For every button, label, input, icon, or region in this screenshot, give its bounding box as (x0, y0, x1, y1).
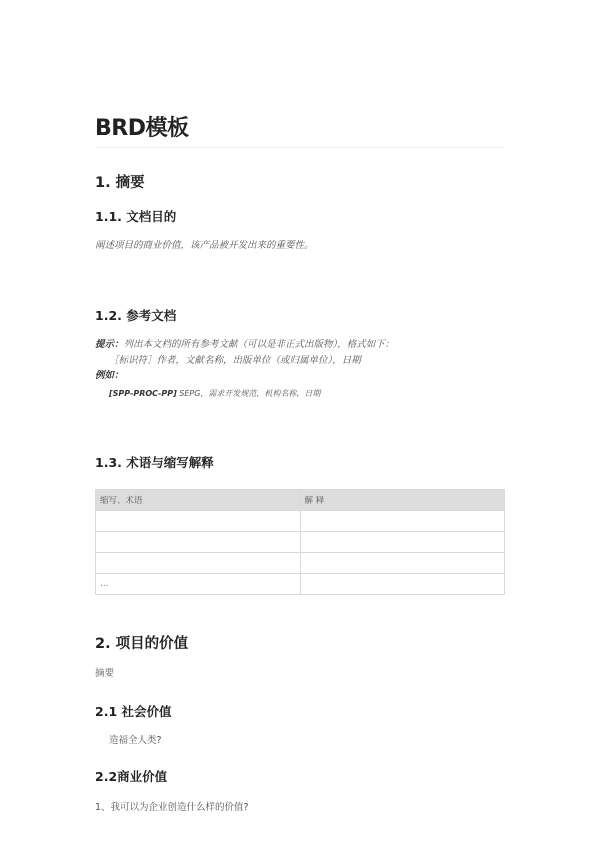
example-label (95, 369, 124, 383)
section-2-2-heading: 2.2商业价值 (95, 769, 168, 784)
table-header-row (96, 490, 505, 511)
table-cell (96, 532, 301, 553)
table-row (96, 532, 505, 553)
example-text: SEPG，需求开发规范，机构名称，日期 (176, 389, 321, 398)
section-1-2-heading: 1.2. 参考文档 (95, 308, 177, 323)
table-row (96, 553, 505, 574)
section-1-3-heading: 1.3. 术语与缩写解释 (95, 455, 214, 470)
table-header-explanation: 解 释 (300, 490, 505, 511)
document-title: BRD模板 (95, 116, 189, 141)
title-divider (95, 147, 505, 148)
section-1-1-heading: 1.1. 文档目的 (95, 209, 177, 224)
section-2-1-heading: 2.1 社会价值 (95, 704, 172, 719)
table-cell: … (96, 574, 301, 595)
section-2-1-body: 造福全人类? (109, 735, 162, 746)
table-cell (96, 553, 301, 574)
table-cell (96, 511, 301, 532)
terms-table (95, 489, 505, 595)
reference-example (109, 387, 320, 401)
section-2-heading: 2. 项目的价值 (95, 636, 189, 652)
table-header-term: 缩写、术语 (96, 490, 301, 511)
table-cell (300, 511, 505, 532)
reference-format-line: ［标识符］作者，文献名称，出版单位（或归属单位），日期 (109, 355, 361, 366)
table-cell (300, 574, 505, 595)
table-row (96, 574, 505, 595)
section-1-heading: 1. 摘要 (95, 175, 145, 191)
example-identifier: [SPP-PROC-PP] (109, 389, 177, 398)
section-2-2-body: 1、我可以为企业创造什么样的价值? (95, 802, 249, 813)
table-cell (300, 553, 505, 574)
section-1-1-body: 阐述项目的商业价值，该产品被开发出来的重要性。 (95, 240, 314, 251)
table-cell (300, 532, 505, 553)
section-2-summary: 摘要 (95, 668, 115, 679)
hint-label: 提示： (95, 339, 124, 350)
table-row (96, 511, 505, 532)
example-label-text: 例如： (95, 370, 124, 381)
reference-hint (95, 338, 394, 352)
hint-text: 列出本文档的所有参考文献（可以是非正式出版物），格式如下： (123, 339, 395, 350)
